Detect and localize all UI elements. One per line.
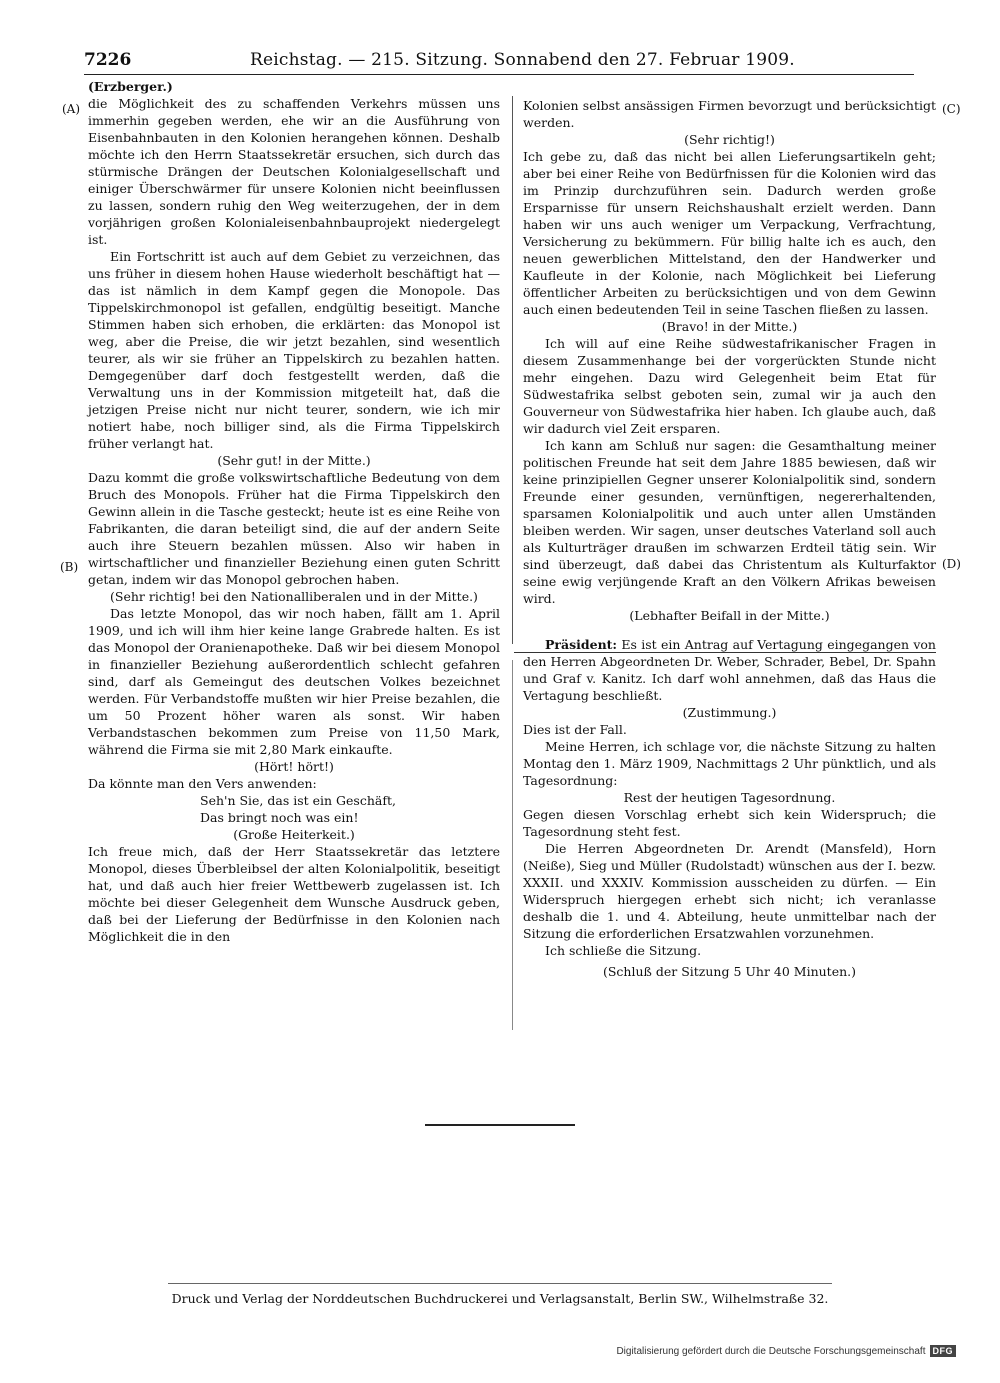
paragraph: Ich schließe die Sitzung. bbox=[545, 943, 702, 958]
header-rule bbox=[84, 74, 914, 75]
verse-line: Seh'n Sie, das ist ein Geschäft, bbox=[200, 793, 396, 808]
paragraph: die Möglichkeit des zu schaffenden Verkehrs müssen uns immerhin gegeben werden, ehe wir an die Ausführung von Eisenbahnbauten in den Kolonien herangehen können. Deshalb möchte ich den Herrn Staatssekretär ersuchen, sich durch das stürmische Drängen der Deutschen Kolonialgesellschaft und einiger Überschwärmer für unsere Kolonien nicht beeinflussen zu lassen, sondern ruhig den Weg weiterzugehen, der in dem vorjährigen großen Kolonialeisenbahnbauprojekt niedergelegt ist. bbox=[88, 96, 500, 247]
paragraph: Da könnte man den Vers anwenden: bbox=[88, 776, 317, 791]
left-column bbox=[88, 78, 500, 945]
president-label: Präsident: bbox=[545, 637, 618, 652]
paragraph: Ich kann am Schluß nur sagen: die Gesamthaltung meiner politischen Freunde hat seit dem Jahre 1885 bewiesen, daß wir keine prinzipiellen Gegner unserer Kolonialpolitik sind, sondern Freunde einer gesunden, vernünftigen, negererhaltenden, sparsamen Kolonialpolitik und auch unter allen Umständen bleiben werden. Wir sagen, unser deutsches Vaterland soll auch als Kulturträger draußen im schwarzen Erdteil tätig sein. Wir sind überzeugt, daß dabei das Christentum als Kulturfaktor seine ewig verjüngende Kraft an den Völkern Afrikas beweisen wird. bbox=[523, 438, 936, 606]
end-rule bbox=[425, 1124, 575, 1126]
interjection: (Sehr richtig!) bbox=[684, 132, 775, 147]
verse-line: Das bringt noch was ein! bbox=[200, 810, 359, 825]
interjection: (Lebhafter Beifall in der Mitte.) bbox=[629, 608, 830, 623]
page-header-title: Reichstag. — 215. Sitzung. Sonnabend den 27. Februar 1909. bbox=[250, 50, 795, 70]
paragraph: Kolonien selbst ansässigen Firmen bevorzugt und berücksichtigt werden. bbox=[523, 98, 936, 130]
agenda-item: Rest der heutigen Tagesordnung. bbox=[623, 790, 836, 805]
footer-rule bbox=[168, 1283, 832, 1284]
page-number: 7226 bbox=[84, 50, 132, 70]
interjection: (Sehr gut! in der Mitte.) bbox=[217, 453, 371, 468]
interjection: (Sehr richtig! bei den Nationalliberalen und in der Mitte.) bbox=[110, 589, 478, 604]
digitization-credit bbox=[616, 1345, 956, 1357]
paragraph: Ich will auf eine Reihe südwestafrikanischer Fragen in diesem Zusammenhange bei der vorgerückten Stunde nicht mehr eingehen. Dazu wird Gelegenheit beim Etat für Südwestafrika selbst geboten sein, zumal wir ja auch den Gouverneur von Südwestafrika hier haben. Ich glaube auch, daß wir dadurch viel Zeit ersparen. bbox=[523, 336, 936, 436]
paragraph: Ich gebe zu, daß das nicht bei allen Lieferungsartikeln geht; aber bei einer Reihe von Bedürfnissen für die Kolonien wird das im Prinzip durchzuführen sein. Dadurch werden große Ersparnisse für unsern Reichshaushalt erzielt werden. Dann haben wir uns auch weniger um Verpackung, Verfrachtung, Versicherung zu bekümmern. Für billig halte ich es auch, den neuen gewerblichen Mittelstand, den der Handwerker und Kaufleute in der Kolonie, nach Möglichkeit bei Lieferung öffentlicher Arbeiten zu berücksichtigen und von dem Gewinn auch einen bedeutenden Teil in seine Taschen fließen zu lassen. bbox=[523, 149, 936, 317]
margin-mark-a: (A) bbox=[62, 102, 81, 116]
paragraph: Gegen diesen Vorschlag erhebt sich kein Widerspruch; die Tagesordnung steht fest. bbox=[523, 807, 936, 839]
dfg-logo: DFG bbox=[930, 1345, 957, 1357]
paragraph: Ein Fortschritt ist auch auf dem Gebiet zu verzeichnen, das uns früher in diesem hohen Hause wiederholt beschäftigt hat — das ist nämlich in dem Kampf gegen die Monopole. Das Tippelskirchmonopol ist gefallen, endgültig beseitigt. Manche Stimmen haben sich erhoben, die erklärten: das Monopol ist weg, aber die Preise, die wir jetzt bezahlen, sind wesentlich teurer, als wir sie früher an Tippelskirch zu bezahlen hatten. Demgegenüber darf doch festgestellt werden, daß die Verwaltung uns in der Kommission mitgeteilt hat, daß die jetzigen Preise nicht nur nicht teurer, sondern, wie ich mir notiert habe, noch billiger sind, als die Firma Tippelskirch früher verlangt hat. bbox=[88, 249, 500, 451]
credit-text: Digitalisierung gefördert durch die Deutsche Forschungsgemeinschaft bbox=[616, 1345, 926, 1357]
column-divider bbox=[512, 96, 513, 644]
paragraph: Ich freue mich, daß der Herr Staatssekretär das letztere Monopol, dieses Überbleibsel der alten Kolonialpolitik, beseitigt hat, und daß auch hier freier Wettbewerb zugelassen ist. Ich möchte bei dieser Gelegenheit dem Wunsche Ausdruck geben, daß bei der Lieferung der Bedürfnisse in den Kolonien nach Möglichkeit die in den bbox=[88, 844, 500, 944]
margin-mark-c: (C) bbox=[942, 102, 961, 116]
column-divider-lower bbox=[512, 660, 513, 1030]
paragraph: Die Herren Abgeordneten Dr. Arendt (Mansfeld), Horn (Neiße), Sieg und Müller (Rudolstadt) wünschen aus der I. bezw. XXXII. und XXXIV. Kommission ausscheiden zu dürfen. — Ein Widerspruch hiergegen erhebt sich nicht; ich veranlasse deshalb die 1. und 4. Abteilung, heute unmittelbar nach der Sitzung die erforderlichen Ersatzwahlen vorzunehmen. bbox=[523, 841, 936, 941]
interjection: (Zustimmung.) bbox=[682, 705, 777, 720]
margin-mark-d: (D) bbox=[942, 557, 961, 571]
printer-imprint: Druck und Verlag der Norddeutschen Buchdruckerei und Verlagsanstalt, Berlin SW., Wilhelmstraße 32. bbox=[171, 1291, 829, 1306]
interjection: (Hört! hört!) bbox=[254, 759, 334, 774]
margin-mark-b: (B) bbox=[60, 560, 79, 574]
closing-note: (Schluß der Sitzung 5 Uhr 40 Minuten.) bbox=[602, 964, 856, 979]
paragraph: Dazu kommt die große volkswirtschaftliche Bedeutung von dem Bruch des Monopols. Früher hat die Firma Tippelskirch den Gewinn allein in die Tasche gesteckt; heute ist es eine Reihe von Fabrikanten, die daran beteiligt sind, die auf der andern Seite auch ihre Steuern bezahlen müssen. Also wir haben in wirtschaftlicher und finanzieller Beziehung einen guten Schritt getan, indem wir das Monopol gebrochen haben. bbox=[88, 470, 500, 587]
interjection: (Große Heiterkeit.) bbox=[233, 827, 355, 842]
president-text: Es ist ein Antrag auf Vertagung eingegangen von den Herren Abgeordneten Dr. Weber, Schrader, Bebel, Dr. Spahn und Graf v. Kanitz. Ich darf wohl annehmen, daß das Haus die Vertagung beschließt. bbox=[523, 637, 936, 703]
right-column bbox=[523, 97, 936, 980]
paragraph: Das letzte Monopol, das wir noch haben, fällt am 1. April 1909, und ich will ihm hier keine lange Grabrede halten. Es ist das Monopol der Oranienapotheke. Daß wir bei diesem Monopol in finanzieller Beziehung außerordentlich schlecht gefahren sind, darf als Gemeingut des deutschen Volkes bezeichnet werden. Für Verbandstoffe mußten wir hier Preise bezahlen, die um 50 Prozent höher waren als sonst. Wir haben Verbandstaschen bekommen zum Preise von 11,50 Mark, während die Firma sie mit 2,80 Mark einkaufte. bbox=[88, 606, 500, 757]
interjection: (Bravo! in der Mitte.) bbox=[661, 319, 798, 334]
paragraph: Meine Herren, ich schlage vor, die nächste Sitzung zu halten Montag den 1. März 1909, Nachmittags 2 Uhr pünktlich, und als Tagesordnung: bbox=[523, 739, 936, 788]
president-paragraph bbox=[523, 636, 936, 704]
speaker-label: (Erzberger.) bbox=[88, 79, 173, 94]
paragraph: Dies ist der Fall. bbox=[523, 722, 627, 737]
